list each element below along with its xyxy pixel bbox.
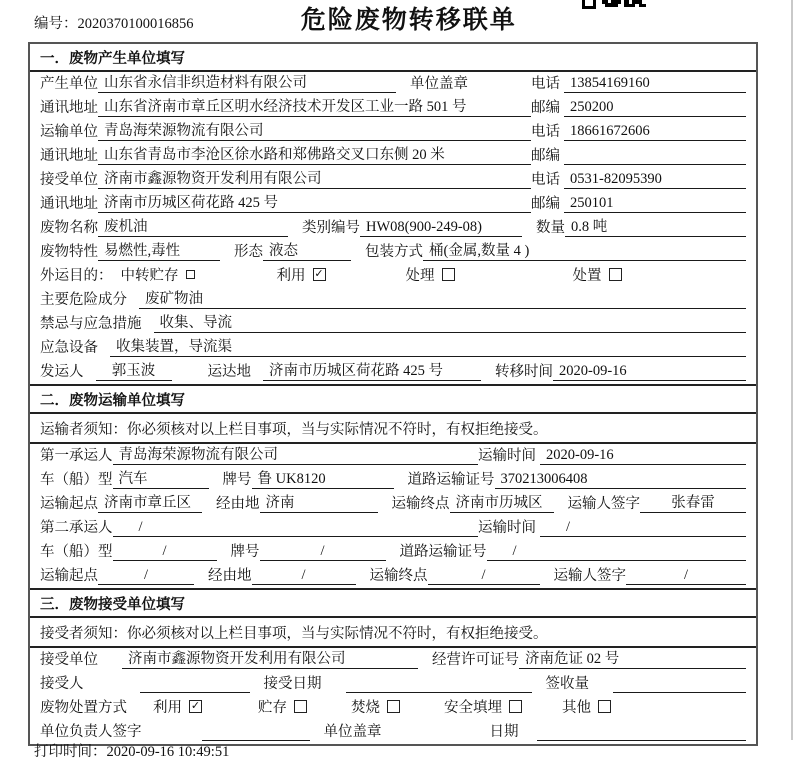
second-vehicle-row bbox=[30, 540, 756, 564]
waste-name-row bbox=[30, 216, 756, 240]
disposal-method-row bbox=[30, 696, 756, 720]
second-transport-time-label: 运输时间 bbox=[478, 520, 536, 536]
hazard-components-value: 废矿物油 bbox=[139, 287, 746, 309]
emergency-measures-label: 禁忌与应急措施 bbox=[40, 316, 142, 332]
first-vehicle-type-value: 汽车 bbox=[113, 467, 209, 489]
hazard-components-row bbox=[30, 288, 756, 312]
hazard-components-label: 主要危险成分 bbox=[40, 292, 127, 308]
first-plate-label: 牌号 bbox=[222, 472, 252, 488]
second-carrier-sign-label: 运输人签字 bbox=[553, 568, 626, 584]
second-plate-value: / bbox=[260, 543, 386, 561]
scan-edge-line bbox=[791, 0, 793, 740]
first-transport-time-group bbox=[478, 444, 746, 465]
producer-zip-group bbox=[531, 96, 746, 117]
dispatcher-label: 发运人 bbox=[40, 364, 84, 380]
print-time bbox=[34, 740, 229, 761]
waste-traits-value: 易燃性,毒性 bbox=[98, 239, 220, 261]
print-time-label: 打印时间： bbox=[34, 744, 107, 760]
second-road-license-label: 道路运输证号 bbox=[399, 544, 487, 560]
utilize-checkbox: ✓ bbox=[314, 267, 324, 280]
transporter-unit-label: 运输单位 bbox=[40, 124, 98, 140]
producer-phone-group bbox=[531, 72, 746, 93]
disposal-utilize-checkbox: ✓ bbox=[190, 699, 201, 712]
unit-seal-label-2: 单位盖章 bbox=[323, 724, 382, 740]
producer-unit-row bbox=[30, 72, 756, 96]
category-code-label: 类别编号 bbox=[302, 220, 360, 236]
second-carrier-sign-value: / bbox=[626, 567, 746, 585]
disposal-other-checkbox bbox=[598, 700, 611, 713]
signed-quantity-value bbox=[613, 676, 746, 693]
receiver-unit-label: 接受单位 bbox=[40, 172, 98, 188]
first-carrier-row bbox=[30, 444, 756, 468]
receiver-unit-value: 济南市鑫源物资开发利用有限公司 bbox=[98, 167, 531, 189]
second-vehicle-type-value: / bbox=[113, 543, 217, 561]
first-route-via-label: 经由地 bbox=[216, 496, 260, 512]
page-title: 危险废物转移联单 bbox=[300, 6, 517, 34]
destination-value: 济南市历城区荷花路 425 号 bbox=[263, 359, 481, 381]
emergency-equipment-label: 应急设备 bbox=[40, 340, 98, 356]
quantity-label: 数量 bbox=[536, 220, 565, 236]
serial-label: 编号： bbox=[34, 16, 78, 32]
waste-traits-row bbox=[30, 240, 756, 264]
second-plate-label: 牌号 bbox=[230, 544, 260, 560]
receive-date-value bbox=[346, 676, 532, 693]
first-carrier-label: 第一承运人 bbox=[40, 448, 113, 464]
producer-zip-label: 邮编 bbox=[531, 100, 560, 116]
first-plate-value: 鲁 UK8120 bbox=[252, 467, 394, 489]
receiver-phone-label: 电话 bbox=[531, 172, 560, 188]
first-route-start-label: 运输起点 bbox=[40, 496, 98, 512]
transfer-purpose-row bbox=[30, 264, 756, 288]
first-transport-time-label: 运输时间 bbox=[478, 448, 536, 464]
unit-seal-label: 单位盖章 bbox=[410, 76, 468, 92]
producer-address-label: 通讯地址 bbox=[40, 100, 98, 116]
second-carrier-label: 第二承运人 bbox=[40, 520, 113, 536]
transporter-address-row bbox=[30, 144, 756, 168]
producer-unit-value: 山东省永信非织造材料有限公司 bbox=[98, 71, 396, 93]
receiving-unit-row bbox=[30, 648, 756, 672]
quantity-value: 0.8 吨 bbox=[565, 215, 746, 237]
disposal-option-storage: 贮存 bbox=[258, 696, 307, 717]
qr-code-fragment bbox=[582, 0, 646, 11]
second-transport-time-group bbox=[478, 516, 746, 537]
receiving-person-label: 接受人 bbox=[40, 676, 84, 692]
receiver-phone-group bbox=[531, 168, 746, 189]
first-route-row bbox=[30, 492, 756, 516]
producer-phone-label: 电话 bbox=[531, 76, 560, 92]
second-route-end-value: / bbox=[428, 567, 540, 585]
permit-number-label: 经营许可证号 bbox=[432, 652, 519, 668]
first-route-end-label: 运输终点 bbox=[391, 496, 450, 512]
first-road-license-label: 道路运输证号 bbox=[407, 472, 495, 488]
second-route-via-value: / bbox=[252, 567, 356, 585]
first-road-license-value: 370213006408 bbox=[495, 471, 747, 489]
purpose-option-transit-storage: 中转贮存 bbox=[121, 264, 195, 285]
seal-date-label: 日期 bbox=[489, 724, 519, 740]
second-route-start-value: / bbox=[98, 567, 194, 585]
section1-title: 一．废物产生单位填写 bbox=[30, 44, 756, 72]
first-carrier-sign-label: 运输人签字 bbox=[567, 496, 640, 512]
producer-zip-value: 250200 bbox=[564, 99, 746, 117]
receiver-unit-row bbox=[30, 168, 756, 192]
receiver-notice: 接受者须知：你必须核对以上栏目事项，当与实际情况不符时，有权拒绝接受。 bbox=[30, 618, 756, 648]
transporter-zip-group bbox=[531, 144, 746, 165]
transporter-address-value: 山东省青岛市李沧区徐水路和郑佛路交叉口东侧 20 米 bbox=[98, 143, 531, 165]
transporter-unit-value: 青岛海荣源物流有限公司 bbox=[98, 119, 531, 141]
permit-number-value: 济南危证 02 号 bbox=[519, 647, 746, 669]
section2-title: 二．废物运输单位填写 bbox=[30, 384, 756, 414]
print-time-value: 2020-09-16 10:49:51 bbox=[106, 744, 230, 760]
manifest-form bbox=[28, 42, 758, 746]
receiving-unit-value: 济南市鑫源物资开发利用有限公司 bbox=[122, 647, 418, 669]
waste-name-label: 废物名称 bbox=[40, 220, 98, 236]
second-transport-time-value: / bbox=[540, 519, 746, 537]
second-carrier-row bbox=[30, 516, 756, 540]
receiver-address-label: 通讯地址 bbox=[40, 196, 98, 212]
signed-quantity-label: 签收量 bbox=[545, 676, 589, 692]
second-vehicle-type-label: 车（船）型 bbox=[40, 544, 113, 560]
disposal-option-incinerate: 焚烧 bbox=[351, 696, 400, 717]
disposal-option-other: 其他 bbox=[562, 696, 611, 717]
form-value: 液态 bbox=[263, 239, 351, 261]
receive-date-label: 接受日期 bbox=[263, 676, 322, 692]
destination-label: 运达地 bbox=[207, 364, 251, 380]
disposal-option-landfill: 安全填埋 bbox=[444, 696, 522, 717]
emergency-equipment-row bbox=[30, 336, 756, 360]
dispatcher-value: 郭玉波 bbox=[96, 359, 172, 381]
transporter-unit-row bbox=[30, 120, 756, 144]
transporter-phone-value: 18661672606 bbox=[564, 123, 746, 141]
disposal-option-utilize: 利用 ✓ bbox=[153, 699, 201, 716]
first-route-via-value: 济南 bbox=[260, 491, 378, 513]
producer-phone-value: 13854169160 bbox=[564, 75, 746, 93]
receiver-zip-label: 邮编 bbox=[531, 196, 560, 212]
receiver-zip-group bbox=[531, 192, 746, 213]
second-carrier-value: / bbox=[113, 519, 479, 537]
receiver-address-value: 济南市历城区荷花路 425 号 bbox=[98, 191, 531, 213]
seal-date-value bbox=[537, 724, 747, 741]
section3-title: 三．废物接受单位填写 bbox=[30, 588, 756, 618]
transporter-address-label: 通讯地址 bbox=[40, 148, 98, 164]
transporter-phone-group bbox=[531, 120, 746, 141]
disposal-storage-checkbox bbox=[294, 700, 307, 713]
packaging-label: 包装方式 bbox=[365, 244, 423, 260]
category-code-value: HW08(900-249-08) bbox=[360, 219, 522, 237]
emergency-equipment-value: 收集装置，导流渠 bbox=[110, 335, 746, 357]
dispatch-row bbox=[30, 360, 756, 384]
purpose-option-utilize: 利用 ✓ bbox=[276, 267, 324, 284]
purpose-option-treat: 处理 bbox=[406, 264, 455, 285]
second-route-start-label: 运输起点 bbox=[40, 568, 98, 584]
second-route-row bbox=[30, 564, 756, 588]
first-vehicle-row bbox=[30, 468, 756, 492]
dispose-checkbox bbox=[609, 268, 622, 281]
second-route-via-label: 经由地 bbox=[208, 568, 252, 584]
treat-checkbox bbox=[442, 268, 455, 281]
producer-address-row bbox=[30, 96, 756, 120]
first-route-end-value: 济南市历城区 bbox=[450, 491, 554, 513]
transfer-purpose-label: 外运目的： bbox=[40, 268, 113, 284]
emergency-measures-value: 收集、导流 bbox=[154, 311, 747, 333]
serial-number bbox=[34, 12, 194, 33]
first-vehicle-type-label: 车（船）型 bbox=[40, 472, 113, 488]
producer-address-value: 山东省济南市章丘区明水经济技术开发区工业一路 501 号 bbox=[98, 95, 531, 117]
waste-traits-label: 废物特性 bbox=[40, 244, 98, 260]
producer-unit-label: 产生单位 bbox=[40, 76, 98, 92]
emergency-measures-row bbox=[30, 312, 756, 336]
receiver-zip-value: 250101 bbox=[564, 195, 746, 213]
form-label: 形态 bbox=[234, 244, 263, 260]
responsible-signature-label: 单位负责人签字 bbox=[40, 724, 142, 740]
document-header bbox=[0, 0, 796, 40]
disposal-landfill-checkbox bbox=[509, 700, 522, 713]
disposal-method-label: 废物处置方式 bbox=[40, 700, 127, 716]
receiving-unit-label: 接受单位 bbox=[40, 652, 98, 668]
second-road-license-value: / bbox=[487, 543, 747, 561]
receiving-person-row bbox=[30, 672, 756, 696]
packaging-value: 桶(金属,数量 4 ) bbox=[423, 239, 746, 261]
disposal-incinerate-checkbox bbox=[387, 700, 400, 713]
receiver-phone-value: 0531-82095390 bbox=[564, 171, 746, 189]
receiver-address-row bbox=[30, 192, 756, 216]
transporter-notice: 运输者须知：你必须核对以上栏目事项，当与实际情况不符时，有权拒绝接受。 bbox=[30, 414, 756, 444]
transporter-phone-label: 电话 bbox=[531, 124, 560, 140]
responsible-signature-value bbox=[202, 724, 310, 741]
transporter-zip-value bbox=[564, 148, 746, 165]
receiving-person-value bbox=[140, 676, 250, 693]
transfer-time-value: 2020-09-16 bbox=[553, 363, 746, 381]
transit-storage-checkbox bbox=[186, 270, 195, 279]
first-route-start-value: 济南市章丘区 bbox=[98, 491, 202, 513]
first-carrier-value: 青岛海荣源物流有限公司 bbox=[113, 443, 479, 465]
serial-value: 2020370100016856 bbox=[77, 16, 194, 32]
second-route-end-label: 运输终点 bbox=[369, 568, 428, 584]
waste-name-value: 废机油 bbox=[98, 215, 288, 237]
purpose-option-dispose: 处置 bbox=[573, 264, 622, 285]
first-carrier-sign-value: 张春雷 bbox=[640, 491, 746, 513]
transporter-zip-label: 邮编 bbox=[531, 148, 560, 164]
first-transport-time-value: 2020-09-16 bbox=[540, 447, 746, 465]
transfer-time-label: 转移时间 bbox=[495, 364, 553, 380]
